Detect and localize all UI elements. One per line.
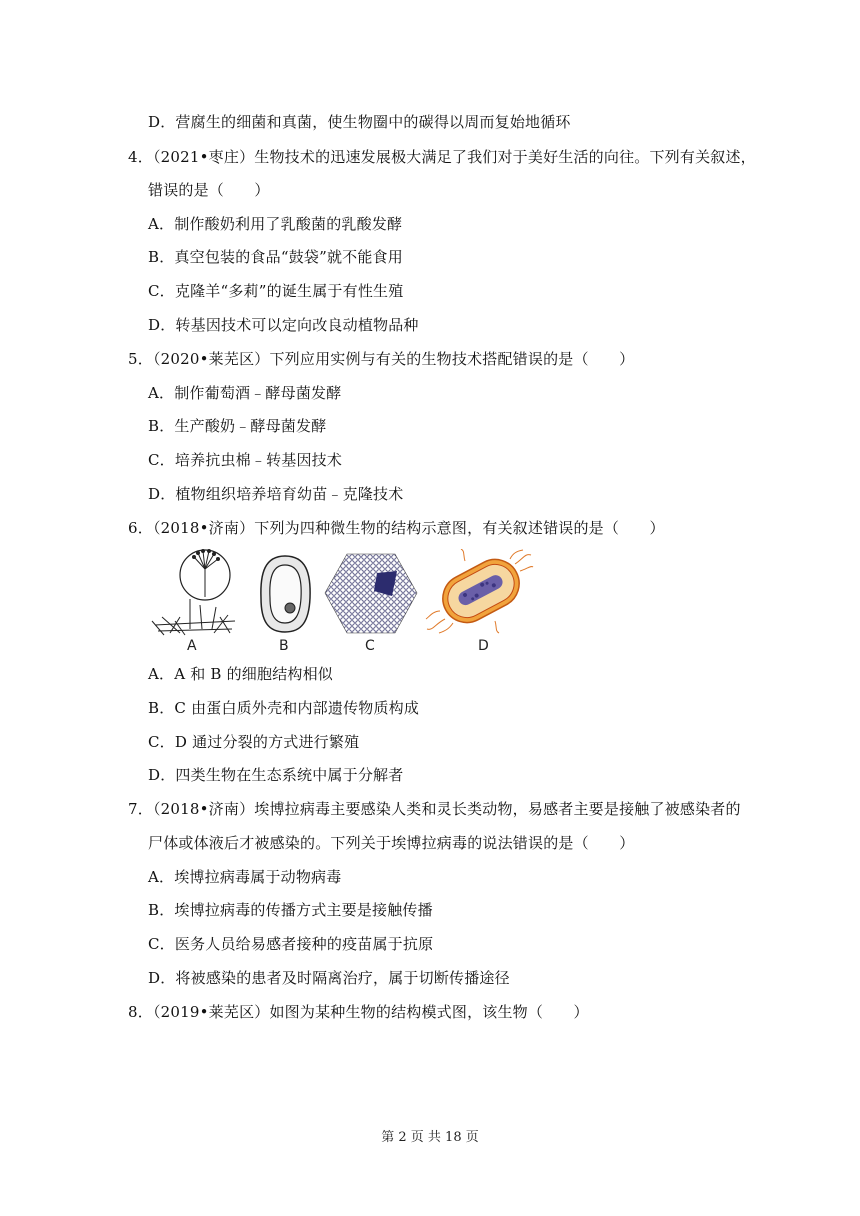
q6-option-d: D．四类生物在生态系统中属于分解者 [148, 766, 404, 784]
q5-option-d: D．植物组织培养培育幼苗﹣克隆技术 [148, 485, 404, 503]
q5-stem: 5．（2020•莱芜区）下列应用实例与有关的生物技术搭配错误的是（ ） [128, 350, 635, 368]
q5-option-c: C．培养抗虫棉﹣转基因技术 [148, 451, 343, 469]
yeast-cell-illustration [258, 553, 313, 635]
q4-stem-line2: 错误的是（ ） [148, 181, 270, 199]
microbe-figure [150, 547, 540, 657]
figure-label-a: A [187, 638, 197, 654]
page-footer: 第 2 页 共 18 页 [381, 1130, 479, 1145]
q3-option-d: D．营腐生的细菌和真菌，使生物圈中的碳得以周而复始地循环 [148, 113, 571, 131]
q4-option-a: A．制作酸奶利用了乳酸菌的乳酸发酵 [148, 215, 403, 233]
q6-stem: 6．（2018•济南）下列为四种微生物的结构示意图，有关叙述错误的是（ ） [128, 519, 665, 537]
q7-option-c: C．医务人员给易感者接种的疫苗属于抗原 [148, 935, 434, 953]
q4-stem-line1: 4．（2021•枣庄）生物技术的迅速发展极大满足了我们对于美好生活的向往。下列有关叙述， [128, 148, 756, 166]
q4-option-d: D．转基因技术可以定向改良动植物品种 [148, 316, 419, 334]
virus-capsid-illustration [322, 551, 420, 636]
mold-illustration [150, 547, 240, 637]
figure-label-d: D [478, 638, 489, 654]
q7-option-a: A．埃博拉病毒属于动物病毒 [148, 868, 342, 886]
q6-option-b: B．C 由蛋白质外壳和内部遗传物质构成 [148, 699, 420, 717]
q4-option-b: B．真空包装的食品“鼓袋”就不能食用 [148, 248, 403, 266]
q4-option-c: C．克隆羊“多莉”的诞生属于有性生殖 [148, 282, 404, 300]
q5-option-a: A．制作葡萄酒﹣酵母菌发酵 [148, 384, 342, 402]
q7-option-d: D．将被感染的患者及时隔离治疗，属于切断传播途径 [148, 969, 510, 987]
figure-label-c: C [365, 638, 375, 654]
q6-option-a: A．A 和 B 的细胞结构相似 [148, 665, 333, 683]
q7-option-b: B．埃博拉病毒的传播方式主要是接触传播 [148, 901, 433, 919]
figure-label-b: B [279, 638, 289, 654]
q5-option-b: B．生产酸奶﹣酵母菌发酵 [148, 417, 327, 435]
bacterium-illustration [425, 549, 535, 634]
q7-stem-line1: 7．（2018•济南）埃博拉病毒主要感染人类和灵长类动物，易感者主要是接触了被感染者的 [128, 800, 741, 818]
q7-stem-line2: 尸体或体液后才被感染的。下列关于埃博拉病毒的说法错误的是（ ） [148, 834, 635, 852]
q6-option-c: C．D 通过分裂的方式进行繁殖 [148, 733, 360, 751]
q8-stem: 8．（2019•莱芜区）如图为某种生物的结构模式图，该生物（ ） [128, 1003, 589, 1021]
